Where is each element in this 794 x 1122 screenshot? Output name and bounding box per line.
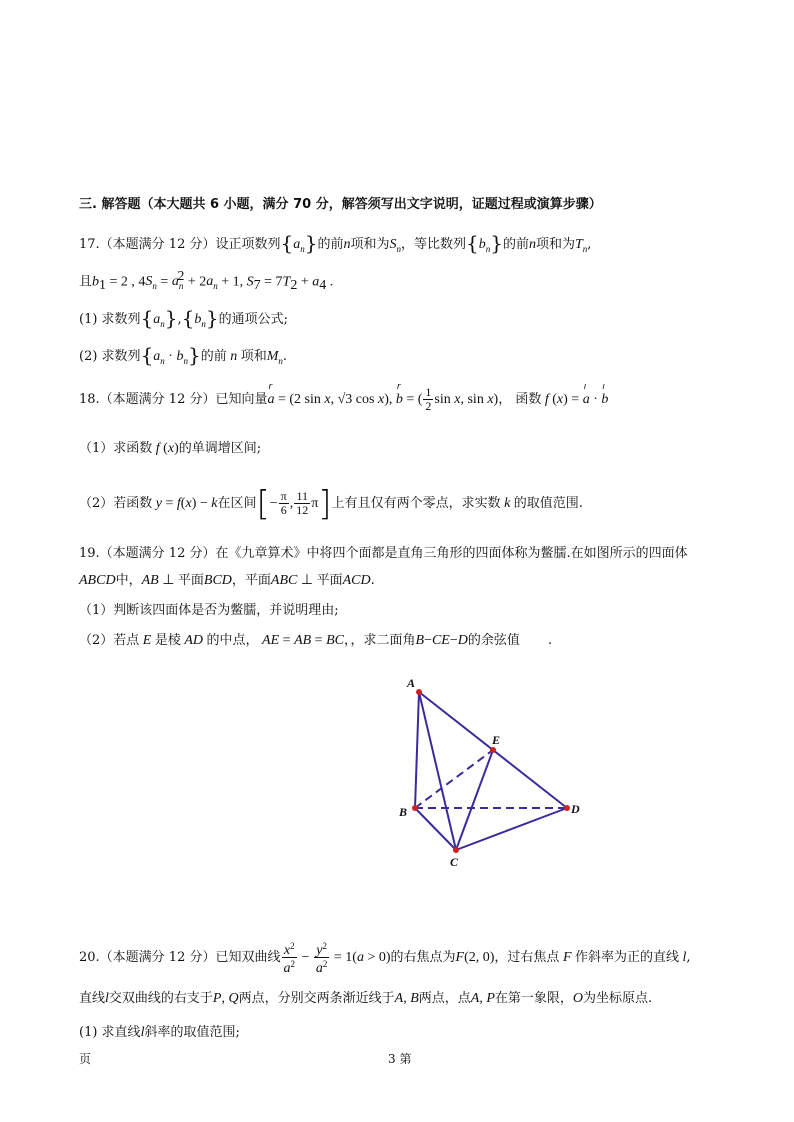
label-e: E [492,733,501,747]
vertex-c [453,847,459,853]
vertex-b [412,805,418,811]
edge-bc [415,808,456,850]
footer-left: 页 [79,1052,92,1066]
vertex-a [416,689,422,695]
label-a: A [407,676,416,690]
tetrahedron-figure [395,672,595,872]
edge-ce [456,750,493,850]
q17-part1: (1) 求数列$\{a_n\},\{b_n\}$的通项公式; [79,306,289,330]
q20-line2: 直线l交双曲线的右支于P, Q两点，分别交两条渐近线于A, B两点，点A, P在第一象限，O为坐标原点. [79,991,653,1006]
q19-part2: （2）若点 E 是棱 AD 的中点， AE = AB = BC，，求二面角B−CE−D的余弦值 . [79,633,553,648]
edge-ab [415,692,419,808]
q17-line2: 且$b_1 = 2$ , $4S_n = a_n^2 + 2a_n + 1$, $S_7 = 7T_2 + a_4$ . [79,269,334,293]
q17-line1: 17.（本题满分 12 分）设正项数列$\{a_n\}$的前n项和为$S_n$，等比数列$\{b_n\}$的前n项和为$T_n$, [79,231,592,255]
footer-page-number: 3 第 [388,1052,412,1066]
q18-part2: （2）若函数 y = f(x) − k在区间[− $\frac{\pi}{6}$ , $\frac{11}{12}$ π]上有且仅有两个零点，求实数 k 的取值范围. [79,484,583,524]
q19-line2: ABCD中，AB ⊥ 平面BCD，平面ABC ⊥ 平面ACD. [79,573,375,588]
edge-cd [456,808,567,850]
q20-part1: (1) 求直线l斜率的取值范围; [79,1025,240,1040]
section-title: 三. 解答题（本大题共 6 小题，满分 70 分，解答须写出文字说明，证题过程或演算步骤） [79,197,602,212]
q19-line1: 19.（本题满分 12 分）在《九章算术》中将四个面都是直角三角形的四面体称为鳖臑.在如图所示的四面体 [79,546,688,561]
vertex-e [490,747,496,753]
q20-line1: 20.（本题满分 12 分）已知双曲线 $\frac{x^2}{a^2}$ − $\frac{y^2}{a^2}$ = 1(a > 0)的右焦点为F(2, 0)，过右焦点 F 作斜率为正的直线 l, [79,941,691,976]
label-b: B [399,805,408,819]
label-c: C [450,855,459,869]
vertex-d [564,805,570,811]
label-d: D [571,802,580,816]
q18-part1: （1）求函数 f (x)的单调增区间; [79,441,262,456]
q19-part1: （1）判断该四面体是否为鳖臑，并说明理由; [79,603,339,618]
q18-line1: 18.（本题满分 12 分）已知向量a r = (2 sin x, √3 cos x), b r = ( $\frac{1}{2}$ sin x, sin x)， 函数 f (x) = a ı · b ı [79,382,609,413]
q17-part2: (2) 求数列$\{a_n \cdot b_n\}$的前 n 项和$M_n$. [79,343,288,367]
